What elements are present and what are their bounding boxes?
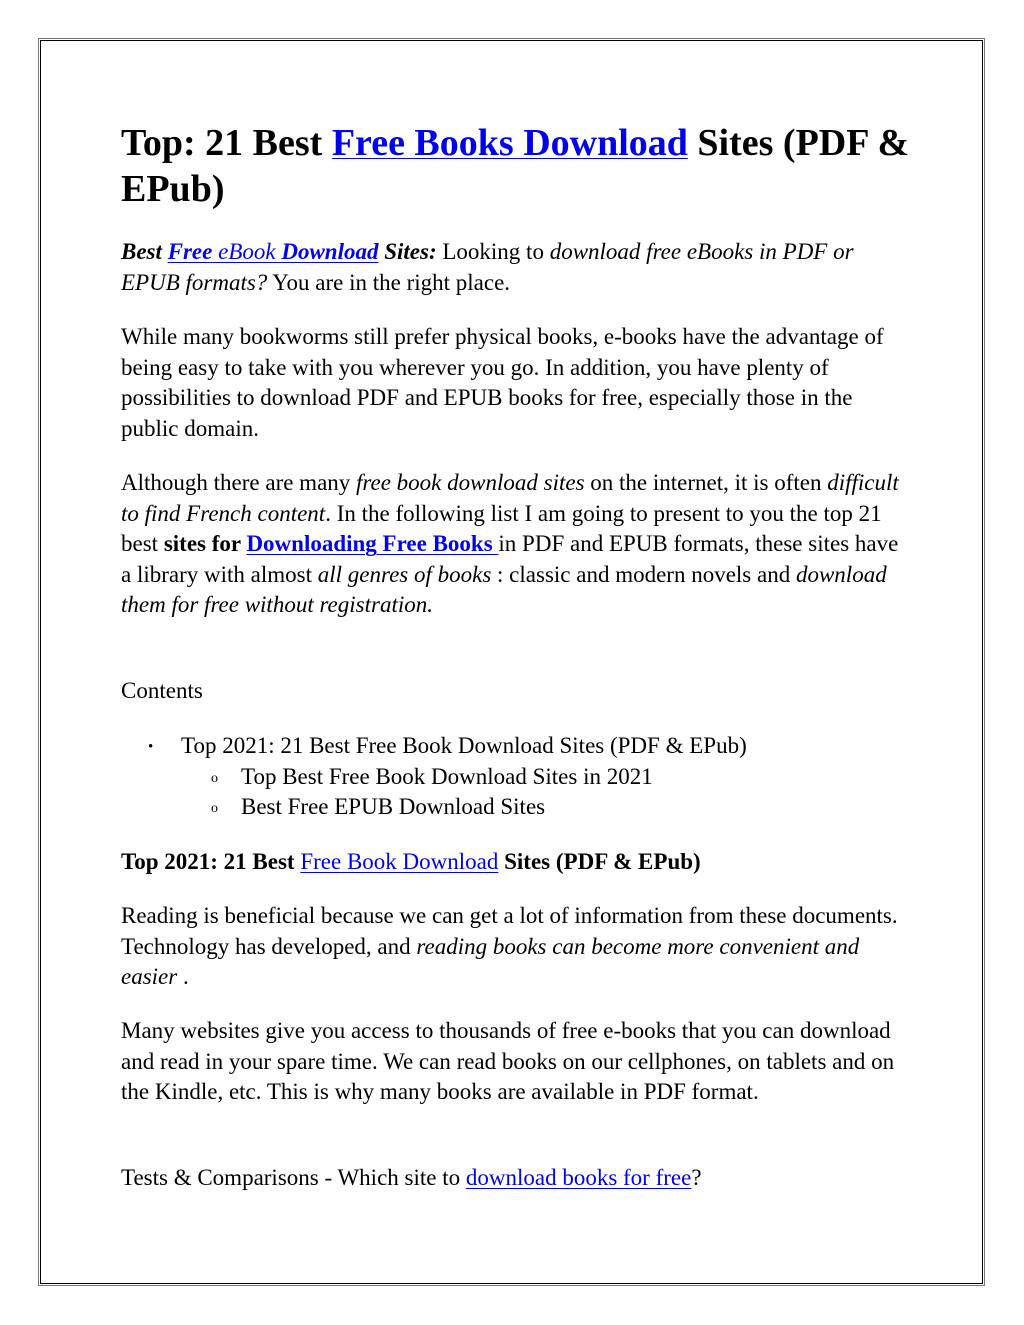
page-title [121, 120, 911, 212]
p3-italic-3: all genres of books [317, 561, 492, 587]
section-heading-suffix: Sites (PDF & EPub) [498, 849, 701, 874]
paragraph-ebooks-advantage: While many bookworms still prefer physical books, e-books have the advantage of being easy to take with you wherever you go. In addition, you have plenty of possibilities to download PDF and EPUB books for free, especially those in the public domain. [121, 324, 884, 441]
p3-text-4: in PDF and EPUB formats, these sites have a library with almost [121, 531, 899, 587]
p3-italic-4: download them for free without registration. [121, 561, 887, 617]
intro-paragraph [121, 237, 911, 298]
downloading-free-books-link[interactable]: Downloading Free Books [246, 531, 499, 556]
contents-label: Contents [121, 678, 203, 703]
p5-text-2: . [177, 964, 189, 989]
paragraph-reading-beneficial [121, 901, 911, 993]
p5-text-1: Reading is beneficial because we can get a lot of information from these documents. Technology has developed, and [121, 903, 898, 959]
bullet-circle-icon: o [211, 801, 218, 816]
toc-item-best-epub[interactable] [121, 792, 911, 823]
paragraph-tests-comparisons [121, 1163, 911, 1194]
intro-ebook[interactable]: eBook [212, 239, 282, 264]
p3-text-2: on the internet, it is often [584, 470, 828, 495]
p3-italic-1: free book download sites [356, 470, 585, 495]
table-of-contents [121, 731, 911, 823]
p3-text-3: . In the following list I am going to present to you the top 21 best [121, 500, 882, 556]
paragraph-download-sites [121, 468, 911, 621]
title-prefix: Top: 21 Best [121, 122, 332, 164]
p5-italic: reading books can become more convenient and easier [121, 933, 860, 989]
p7-text-2: ? [691, 1165, 702, 1190]
p3-text-1: Although there are many [121, 470, 357, 495]
p3-italic-2: difficult to find French content [121, 470, 899, 526]
intro-looking: Looking to [436, 239, 550, 264]
toc-item-top-2021[interactable] [121, 731, 911, 762]
toc-item-label: Best Free EPUB Download Sites [241, 794, 546, 819]
p3-text-5: : classic and modern novels and [491, 561, 796, 587]
toc-item-label: Top Best Free Book Download Sites in 2021 [241, 763, 653, 789]
download-books-for-free-link[interactable]: download books for free [465, 1165, 692, 1190]
section-heading-prefix: Top 2021: 21 Best [121, 849, 301, 874]
p3-bold: sites for [163, 531, 247, 556]
intro-sites: Sites: [378, 239, 437, 264]
intro-italic: download free eBooks in PDF or EPUB formats? [121, 239, 854, 295]
bullet-disc-icon: • [148, 739, 154, 755]
intro-best: Best [121, 239, 168, 264]
title-suffix: Sites (PDF & EPub) [121, 122, 910, 210]
intro-download-link[interactable]: Download [281, 239, 379, 264]
section-heading-link[interactable]: Free Book Download [300, 849, 499, 874]
toc-item-label: Top 2021: 21 Best Free Book Download Sites (PDF & EPub) [181, 733, 747, 758]
bullet-circle-icon: o [211, 770, 218, 786]
intro-free-link[interactable]: Free [167, 239, 213, 264]
intro-rest: You are in the right place. [267, 269, 511, 295]
paragraph-many-websites: Many websites give you access to thousands of free e-books that you can download and read in your spare time. We can read books on our cellphones, on tablets and on the Kindle, etc. This is why many books are available in PDF format. [121, 1018, 895, 1104]
p7-text-1: Tests & Comparisons - Which site to [121, 1165, 466, 1190]
title-link-free-books-download[interactable]: Free Books Download [331, 122, 688, 164]
toc-item-top-best-2021[interactable] [121, 762, 911, 793]
section-heading [121, 847, 701, 877]
